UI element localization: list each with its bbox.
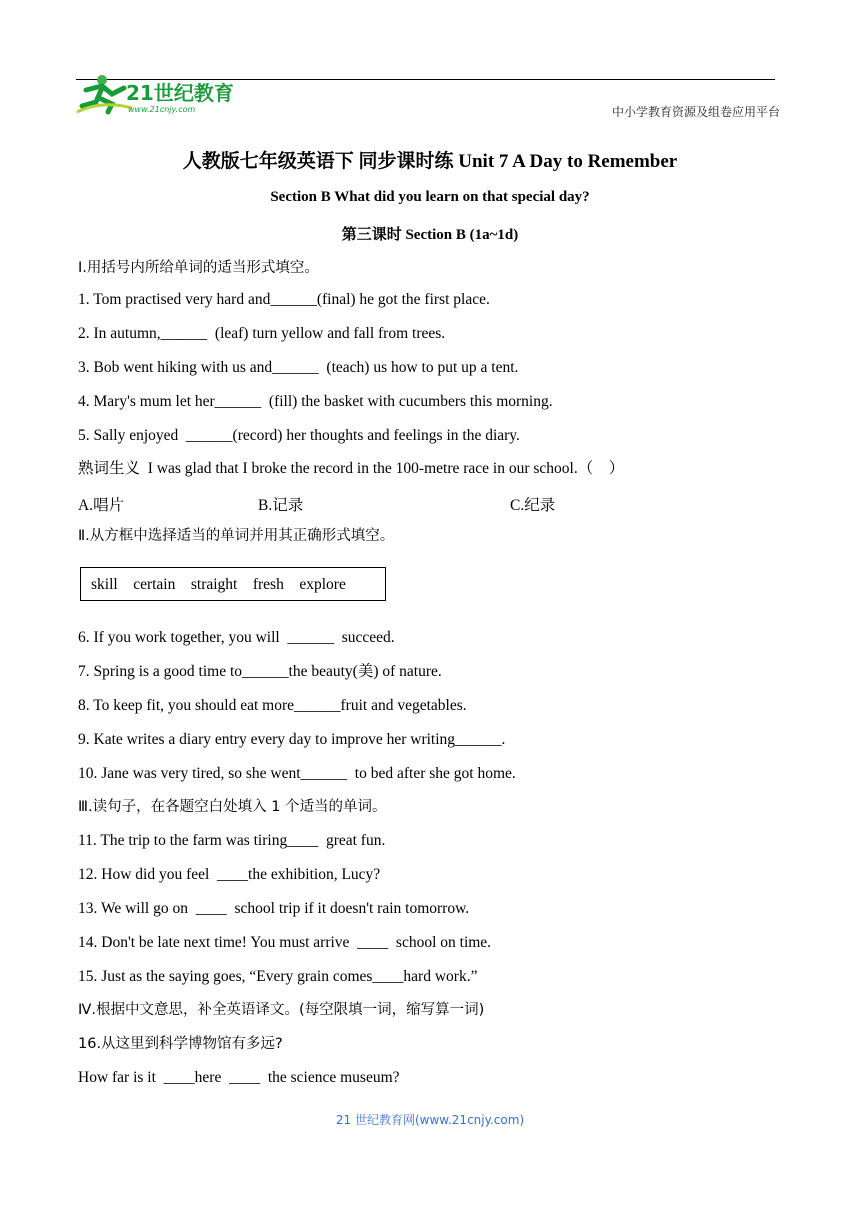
- question-4: 4. Mary's mum let her______ (fill) the basket with cucumbers this morning.: [78, 393, 553, 410]
- question-9: 9. Kate writes a diary entry every day to improve her writing______.: [78, 731, 506, 748]
- option-b: B.记录: [258, 497, 304, 514]
- question-2: 2. In autumn,______ (leaf) turn yellow and fall from trees.: [78, 325, 446, 342]
- part3-heading: Ⅲ.读句子，在各题空白处填入 1 个适当的单词。: [78, 799, 387, 815]
- question-6: 6. If you work together, you will ______ succeed.: [78, 629, 395, 646]
- platform-label: 中小学教育资源及组卷应用平台: [611, 105, 780, 119]
- lesson-title: 第三课时 Section B (1a~1d): [341, 227, 519, 243]
- question-13: 13. We will go on ____ school trip if it doesn't rain tomorrow.: [78, 900, 470, 917]
- part4-heading: Ⅳ.根据中文意思，补全英语译文。(每空限填一词，缩写算一词): [78, 1002, 485, 1018]
- question-11: 11. The trip to the farm was tiring____ great fun.: [78, 832, 386, 849]
- question-5: 5. Sally enjoyed ______(record) her thoughts and feelings in the diary.: [78, 427, 520, 444]
- question-7: 7. Spring is a good time to______the beauty(美) of nature.: [78, 663, 442, 680]
- question-3: 3. Bob went hiking with us and______ (teach) us how to put up a tent.: [78, 359, 519, 376]
- option-a: A.唱片: [78, 497, 125, 514]
- question-15: 15. Just as the saying goes, “Every grain comes____hard work.”: [78, 968, 478, 985]
- page-title: 人教版七年级英语下 同步课时练 Unit 7 A Day to Remember: [182, 151, 678, 172]
- question-10: 10. Jane was very tired, so she went______ to bed after she got home.: [78, 765, 516, 782]
- option-c: C.纪录: [510, 497, 556, 514]
- question-extra: 熟词生义 I was glad that I broke the record in the 100-metre race in our school.（ ）: [78, 460, 625, 477]
- question-16-chinese: 16.从这里到科学博物馆有多远?: [78, 1036, 283, 1052]
- footer-link[interactable]: 21 世纪教育网(www.21cnjy.com): [335, 1113, 525, 1127]
- section-title: Section B What did you learn on that special day?: [270, 189, 590, 205]
- question-8: 8. To keep fit, you should eat more______fruit and vegetables.: [78, 697, 467, 714]
- question-12: 12. How did you feel ____the exhibition, Lucy?: [78, 866, 381, 883]
- part2-heading: Ⅱ.从方框中选择适当的单词并用其正确形式填空。: [78, 528, 395, 544]
- logo-text: 21世纪教育: [126, 81, 234, 105]
- word-box: skill certain straight fresh explore: [80, 567, 386, 601]
- site-logo: [72, 70, 262, 116]
- question-14: 14. Don't be late next time! You must arrive ____ school on time.: [78, 934, 492, 951]
- question-16-english: How far is it ____here ____ the science museum?: [78, 1069, 400, 1086]
- logo-url: www.21cnjy.com: [128, 105, 196, 114]
- question-1: 1. Tom practised very hard and______(final) he got the first place.: [78, 291, 490, 308]
- part1-heading: Ⅰ.用括号内所给单词的适当形式填空。: [78, 260, 319, 276]
